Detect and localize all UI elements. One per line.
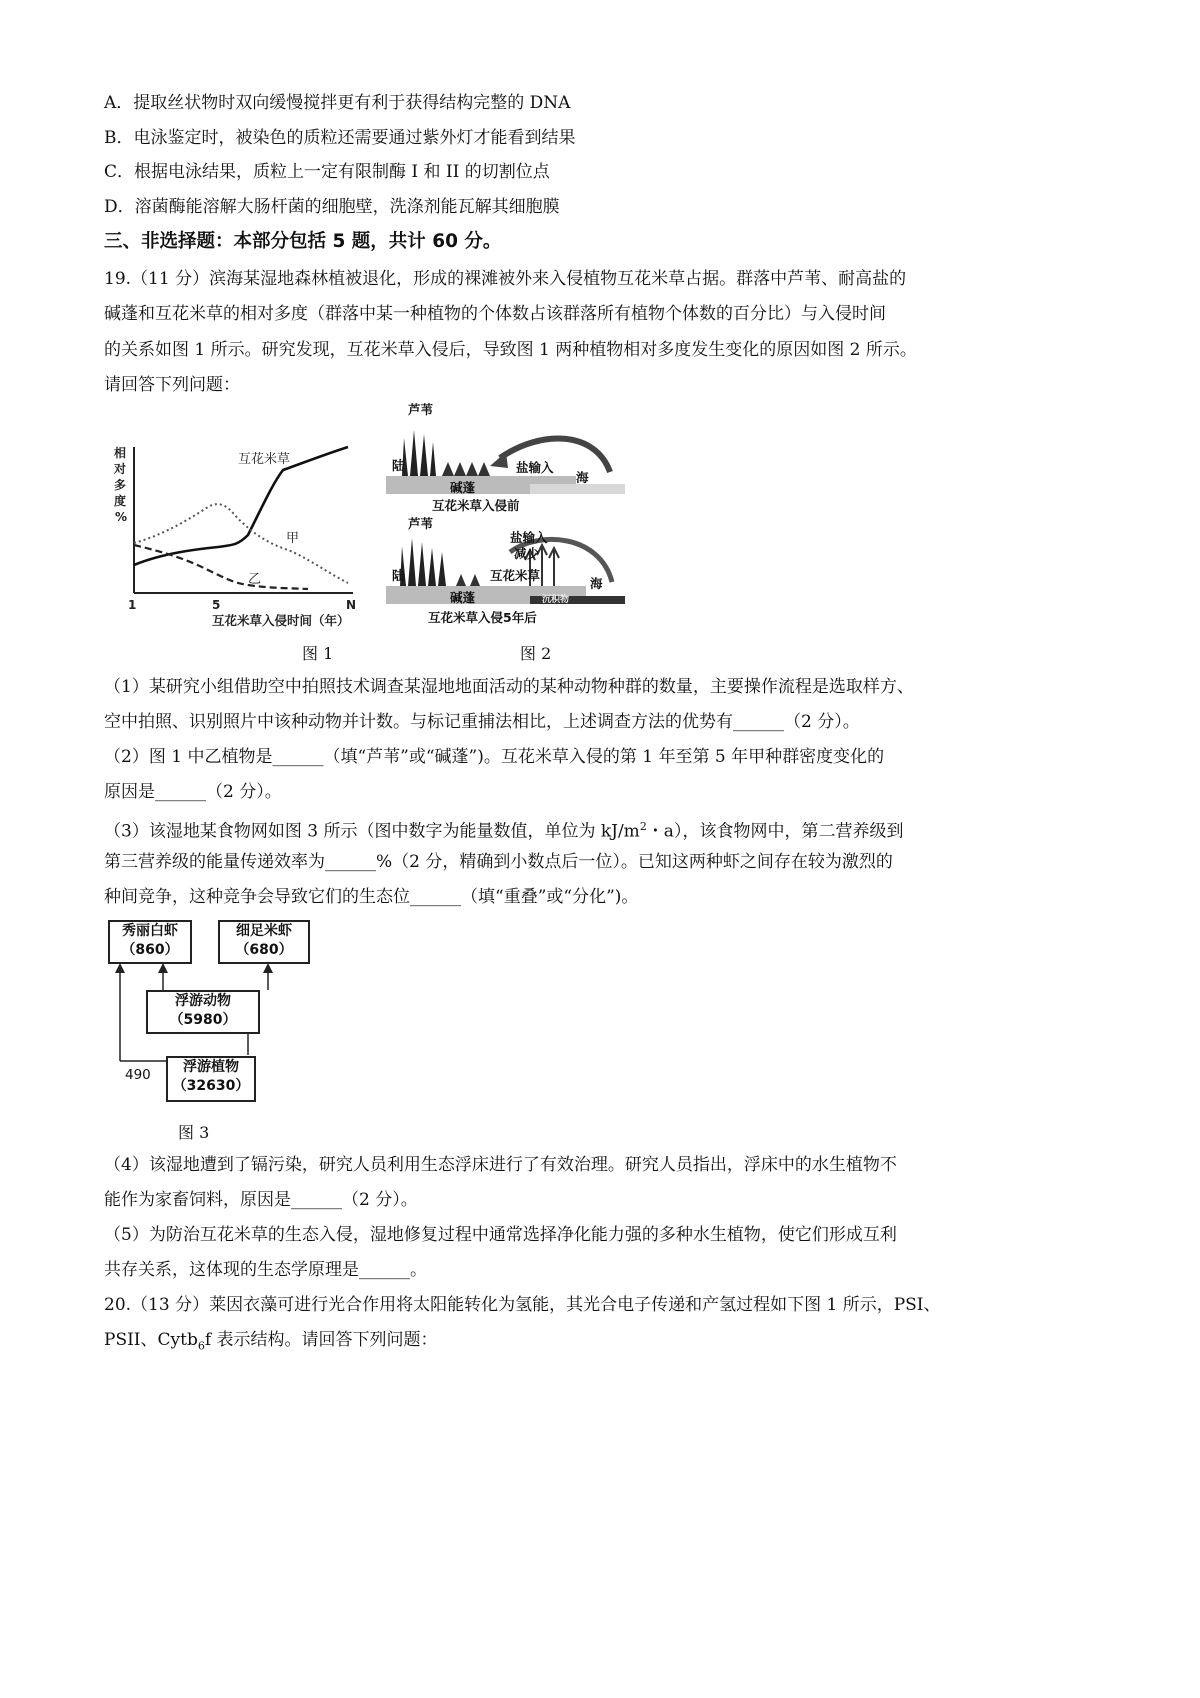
node-name: 浮游植物 [183, 1059, 239, 1075]
q19-sub1-line: （1）某研究小组借助空中拍照技术调查某湿地地面活动的某种动物种群的数量，主要操作流程是选取样方、 [104, 677, 914, 697]
q19-sub3-line [104, 816, 903, 843]
figure-3-caption: 图 3 [178, 1123, 210, 1142]
node-white-shrimp [108, 920, 192, 964]
reed-icon [402, 430, 436, 476]
panel-caption: 互花米草入侵前 [432, 498, 520, 513]
suaeda-label: 碱蓬 [450, 590, 476, 605]
x-tick-1: 1 [128, 598, 137, 612]
x-tick-5: 5 [212, 598, 221, 612]
node-value: （680） [235, 942, 293, 958]
arrowhead-icon [263, 963, 273, 973]
land-label: 陆 [392, 458, 405, 473]
suaeda-icon [442, 462, 490, 476]
q19-intro-line: 19.（11 分）滨海某湿地森林植被退化，形成的裸滩被外来入侵植物互花米草占据。群落中芦苇、耐高盐的 [104, 269, 907, 289]
q19-sub5-line: （5）为防治互花米草的生态入侵，湿地修复过程中通常选择净化能力强的多种水生植物，使它们形成互利 [104, 1225, 897, 1245]
q19-sub1-line: 空中拍照、识别照片中该种动物并计数。与标记重捕法相比，上述调查方法的优势有______（2 分）。 [104, 712, 860, 732]
q19-intro-line: 请回答下列问题： [104, 375, 240, 395]
arrowhead-icon [490, 452, 508, 468]
option-b: B．电泳鉴定时，被染色的质粒还需要通过紫外灯才能看到结果 [104, 128, 576, 148]
q20-line: 20.（13 分）莱因衣藻可进行光合作用将太阳能转化为氢能，其光合电子传递和产氢过程如下图 1 所示，PSI、 [104, 1295, 941, 1315]
node-rice-shrimp [218, 920, 310, 964]
reed-label: 芦苇 [408, 516, 434, 531]
y-axis-label-char: % [115, 510, 128, 524]
sediment-label: 沉积物 [542, 595, 570, 605]
figure-1-chart [108, 425, 378, 665]
q20-text: f 表示结构。请回答下列问题： [204, 1330, 438, 1350]
spartina-label: 互花米草 [490, 568, 541, 583]
series-jia-line [134, 504, 348, 583]
q19-intro-line: 的关系如图 1 所示。研究发现，互花米草入侵后，导致图 1 两种植物相对多度发生变化的原因如图 2 所示。 [104, 340, 917, 360]
q19-sub3-text: （3）该湿地某食物网如图 3 所示（图中数字为能量数值，单位为 kJ/m [104, 821, 640, 842]
land-label: 陆 [392, 568, 405, 583]
suaeda-label: 碱蓬 [450, 480, 476, 495]
option-a: A．提取丝状物时双向缓慢搅拌更有利于获得结构完整的 DNA [104, 93, 571, 113]
x-axis-label: 互花米草入侵时间（年） [212, 613, 350, 628]
series-yi-line [134, 545, 308, 589]
panel-caption: 互花米草入侵5年后 [428, 610, 537, 625]
label-yi: 乙 [248, 572, 262, 587]
q19-sub3-text: ・a），该食物网中，第二营养级到 [646, 821, 904, 842]
superscript: 2 [639, 820, 647, 833]
q19-sub4-line: 能作为家畜饲料，原因是______（2 分）。 [104, 1190, 418, 1210]
node-value: （860） [121, 942, 179, 958]
arrowhead-icon [115, 963, 125, 973]
arrowhead-icon [158, 963, 168, 973]
suaeda-icon [456, 574, 480, 586]
node-name: 秀丽白虾 [122, 923, 178, 939]
node-phytoplankton [166, 1056, 256, 1102]
y-axis-label-char: 度 [114, 494, 127, 508]
figure-2-diagram [380, 400, 640, 630]
label-jia: 甲 [286, 531, 300, 546]
salt-input-label: 盐输入 [516, 460, 554, 475]
section-title: 三、非选择题：本部分包括 5 题，共计 60 分。 [104, 231, 502, 252]
q19-sub5-line: 共存关系，这体现的生态学原理是______。 [104, 1260, 427, 1280]
subscript: 6 [197, 1339, 205, 1353]
sea-label: 海 [590, 576, 603, 591]
y-axis-label-char: 多 [114, 478, 127, 492]
salt-reduced-label: 减少 [514, 546, 540, 561]
q20-text: PSII、Cytb [104, 1330, 198, 1350]
node-name: 浮游动物 [175, 993, 231, 1009]
q19-intro-line: 碱蓬和互花米草的相对多度（群落中某一种植物的个体数占该群落所有植物个体数的百分比）与入侵时间 [104, 304, 886, 324]
label-spartina: 互花米草 [238, 452, 291, 467]
sea-label: 海 [576, 470, 589, 485]
q20-line [104, 1329, 438, 1357]
q19-sub2-line: （2）图 1 中乙植物是______（填“芦苇”或“碱蓬”)。互花米草入侵的第 1 年至第 5 年甲种群密度变化的 [104, 747, 885, 767]
option-d: D．溶菌酶能溶解大肠杆菌的细胞壁，洗涤剂能瓦解其细胞膜 [104, 197, 560, 217]
q19-sub3-line: 第三营养级的能量传递效率为______%（2 分，精确到小数点后一位）。已知这两种虾之间存在较为激烈的 [104, 852, 893, 872]
sea-band [530, 484, 625, 494]
node-value: （5980） [169, 1012, 237, 1028]
edge-label-490: 490 [125, 1067, 151, 1083]
node-zooplankton [146, 990, 260, 1034]
reed-label: 芦苇 [408, 402, 434, 417]
figure-2-caption: 图 2 [520, 644, 552, 663]
x-tick-n: N [346, 598, 357, 612]
option-c: C．根据电泳结果，质粒上一定有限制酶 I 和 II 的切割位点 [104, 162, 550, 182]
q19-sub4-line: （4）该湿地遭到了镉污染，研究人员利用生态浮床进行了有效治理。研究人员指出，浮床中的水生植物不 [104, 1155, 897, 1175]
y-axis-label-char: 相 [114, 446, 127, 460]
figure-1-caption: 图 1 [302, 644, 334, 663]
salt-input-label: 盐输入 [510, 530, 548, 545]
reed-icon [400, 538, 446, 586]
q19-sub3-line: 种间竞争，这种竞争会导致它们的生态位______（填“重叠”或“分化”)。 [104, 887, 639, 907]
y-axis-label-char: 对 [114, 462, 127, 476]
q19-sub2-line: 原因是______（2 分）。 [104, 782, 282, 802]
node-name: 细足米虾 [236, 923, 292, 939]
node-value: （32630） [172, 1078, 250, 1094]
